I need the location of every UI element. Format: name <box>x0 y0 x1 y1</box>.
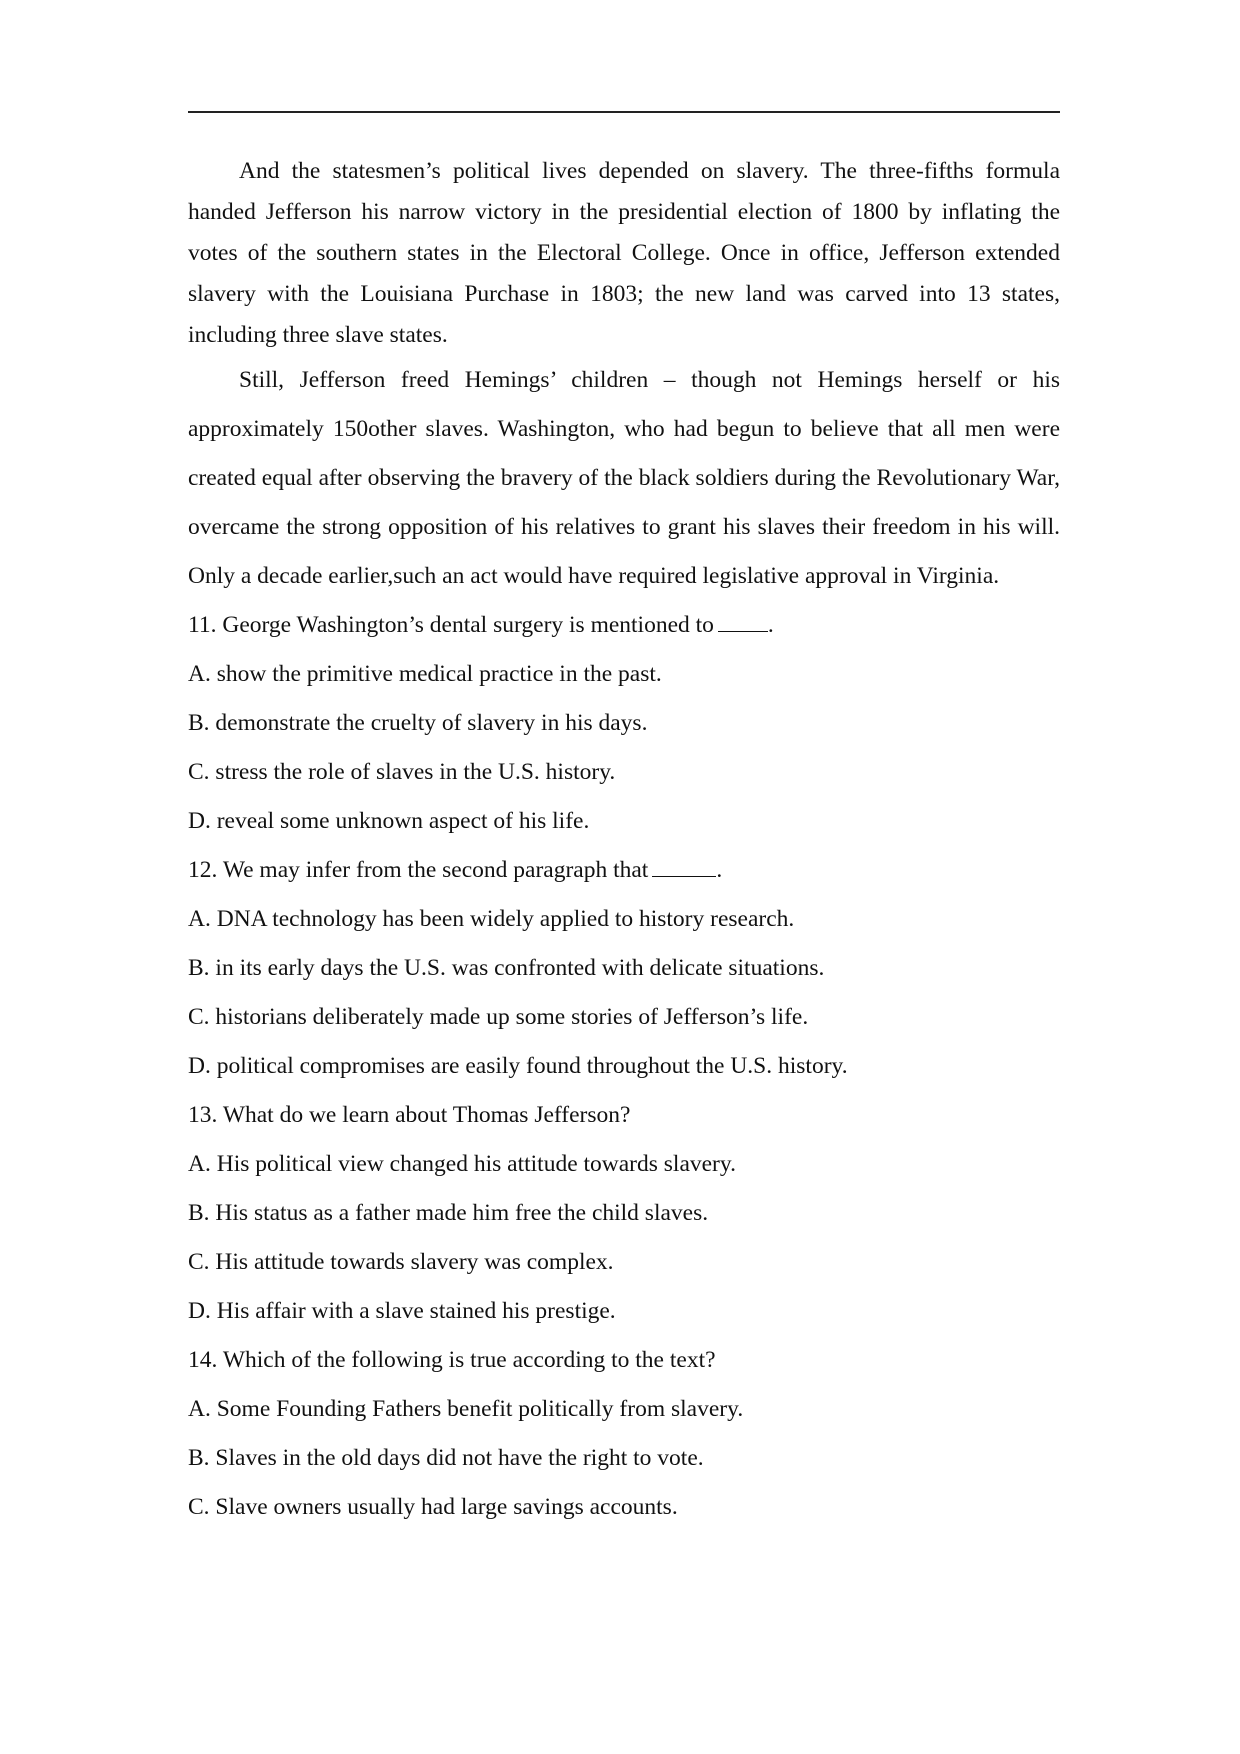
page-content <box>188 151 1060 1532</box>
option-a: A. Some Founding Fathers benefit politically from slavery. <box>188 1396 744 1422</box>
question-12 <box>188 846 1060 1091</box>
option-b: B. Slaves in the old days did not have the right to vote. <box>188 1445 704 1471</box>
option-c: C. His attitude towards slavery was complex. <box>188 1249 614 1275</box>
option-c: C. historians deliberately made up some stories of Jefferson’s life. <box>188 1004 809 1030</box>
option-b: B. in its early days the U.S. was confronted with delicate situations. <box>188 955 825 981</box>
option-d: D. political compromises are easily found throughout the U.S. history. <box>188 1053 848 1079</box>
option-d: D. His affair with a slave stained his prestige. <box>188 1298 616 1324</box>
paragraph-statesmen: And the statesmen’s political lives depended on slavery. The three-fifths formula handed Jefferson his narrow victory in the presidential election of 1800 by inflating the votes of the southern states in the Electoral College. Once in office, Jefferson extended slavery with the Louisiana Purchase in 1803; the new land was carved into 13 states, including three slave states. <box>188 158 1060 348</box>
answer-blank <box>718 613 768 632</box>
question-stem: 11. George Washington’s dental surgery is mentioned to . <box>188 612 774 638</box>
question-stem: 13. What do we learn about Thomas Jefferson? <box>188 1102 631 1128</box>
option-a: A. His political view changed his attitude towards slavery. <box>188 1151 736 1177</box>
question-11 <box>188 601 1060 846</box>
option-b: B. His status as a father made him free the child slaves. <box>188 1200 709 1226</box>
question-stem: 12. We may infer from the second paragraph that . <box>188 857 723 883</box>
option-d: D. reveal some unknown aspect of his life. <box>188 808 590 834</box>
question-stem: 14. Which of the following is true according to the text? <box>188 1347 716 1373</box>
option-a: A. DNA technology has been widely applied to history research. <box>188 906 795 932</box>
option-c: C. stress the role of slaves in the U.S. history. <box>188 759 616 785</box>
answer-blank <box>652 858 716 877</box>
paragraph-jefferson-freed: Still, Jefferson freed Hemings’ children – though not Hemings herself or his approximately 150other slaves. Washington, who had begun to believe that all men were created equal after observing the bravery of the black soldiers during the Revolutionary War, overcame the strong opposition of his relatives to grant his slaves their freedom in his will. Only a decade earlier,such an act would have required legislative approval in Virginia. <box>188 367 1060 589</box>
question-14 <box>188 1336 1060 1532</box>
option-a: A. show the primitive medical practice in the past. <box>188 661 662 687</box>
question-13 <box>188 1091 1060 1336</box>
option-b: B. demonstrate the cruelty of slavery in his days. <box>188 710 648 736</box>
option-c: C. Slave owners usually had large savings accounts. <box>188 1494 678 1520</box>
header-rule <box>188 111 1060 113</box>
